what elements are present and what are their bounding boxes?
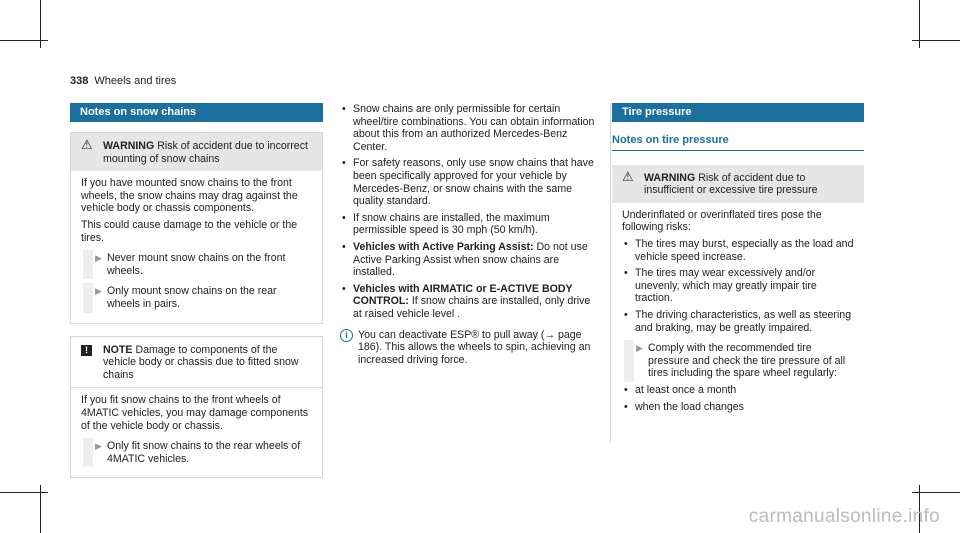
warning-text: This could cause damage to the vehicle or the tires. bbox=[81, 218, 298, 244]
warning-label: WARNING bbox=[103, 140, 155, 152]
page-header bbox=[70, 75, 176, 87]
warning-text: Underinflated or overinflated tires pose the following risks: bbox=[622, 208, 822, 234]
list-item: • If snow chains are installed, the maximum permissible speed is 30 mph (50 km/h). bbox=[340, 212, 595, 237]
action-step: ▶ Only mount snow chains on the rear wheels in pairs. bbox=[81, 285, 312, 310]
section-title: Wheels and tires bbox=[94, 75, 177, 87]
info-note bbox=[340, 329, 595, 367]
check-list bbox=[622, 384, 854, 413]
list-item: • The tires may burst, especially as the load and vehicle speed increase. bbox=[622, 238, 854, 263]
warning-heading: Risk of accident due to insufficient or excessive tire pressure bbox=[644, 171, 818, 197]
note-label: NOTE bbox=[103, 343, 133, 356]
column-snow-chains bbox=[70, 103, 323, 478]
action-step: ▶ Comply with the recommended tire pressure and check the tire pressure of all tires including the spare wheel regularly: bbox=[622, 342, 854, 380]
risk-list bbox=[622, 238, 854, 334]
warning-heading: Risk of accident due to incorrect mounting of snow chains bbox=[103, 140, 308, 165]
list-item: • The tires may wear excessively and/or unevenly, which may greatly impair tire traction. bbox=[622, 267, 854, 305]
list-item: • Vehicles with AIRMATIC or E-ACTIVE BODY CONTROL: If snow chains are installed, only drive at raised vehicle level . bbox=[340, 283, 595, 321]
arrow-right-icon: ▶ bbox=[95, 286, 102, 297]
list-item: • when the load changes bbox=[622, 401, 854, 414]
crop-mark bbox=[912, 492, 960, 493]
warning-triangle-icon: ⚠ bbox=[81, 137, 93, 152]
warning-text: If you have mounted snow chains to the front wheels, the snow chains may drag against the vehicle body or chassis components. bbox=[81, 177, 298, 215]
note-text: If you fit snow chains to the front wheels of 4MATIC vehicles, you may damage components of the vehicle body or chassis. bbox=[81, 394, 309, 432]
info-text: You can deactivate ESP® to pull away (→ page 186). This allows the wheels to spin, achieving an increased driving force. bbox=[358, 328, 591, 366]
info-icon: i bbox=[340, 329, 353, 342]
list-item: • The driving characteristics, as well as steering and braking, may be greatly impaired. bbox=[622, 309, 854, 334]
action-step: ▶ Only fit snow chains to the rear wheels of 4MATIC vehicles. bbox=[81, 440, 312, 465]
action-step: ▶ Never mount snow chains on the front wheels. bbox=[81, 252, 312, 277]
arrow-right-icon: ▶ bbox=[636, 343, 643, 354]
sub-heading: Notes on tire pressure bbox=[612, 134, 864, 151]
warning-triangle-icon: ⚠ bbox=[622, 168, 634, 184]
arrow-right-icon: ▶ bbox=[95, 441, 102, 452]
column-divider bbox=[610, 103, 611, 443]
column-snow-chain-list bbox=[340, 103, 595, 366]
list-item: • For safety reasons, only use snow chains that have been specifically approved for your vehicle by Mercedes-Benz, or snow chains with the same quality standard. bbox=[340, 157, 595, 207]
page-number: 338 bbox=[70, 75, 89, 87]
warning-label: WARNING bbox=[644, 171, 696, 184]
section-bar-snow-chains: Notes on snow chains bbox=[70, 103, 323, 122]
crop-mark bbox=[0, 40, 48, 41]
note-heading: Damage to components of the vehicle body or chassis due to fitted snow chains bbox=[103, 343, 299, 381]
list-item: • at least once a month bbox=[622, 384, 854, 397]
watermark: carmanualsonline.info bbox=[748, 506, 940, 527]
snow-chain-list bbox=[340, 103, 595, 321]
note-box bbox=[70, 336, 323, 479]
list-item: • Vehicles with Active Parking Assist: Do not use Active Parking Assist when snow chains are installed. bbox=[340, 241, 595, 279]
note-icon: ! bbox=[81, 343, 92, 356]
warning-box bbox=[612, 165, 864, 426]
section-bar-tire-pressure: Tire pressure bbox=[612, 103, 864, 122]
arrow-right-icon: ▶ bbox=[95, 253, 102, 264]
column-tire-pressure bbox=[612, 103, 864, 425]
list-item: • Snow chains are only permissible for certain wheel/tire combinations. You can obtain information about this from an authorized Mercedes-Benz Center. bbox=[340, 103, 595, 153]
warning-box bbox=[70, 132, 323, 324]
crop-mark bbox=[0, 492, 48, 493]
crop-mark bbox=[912, 40, 960, 41]
